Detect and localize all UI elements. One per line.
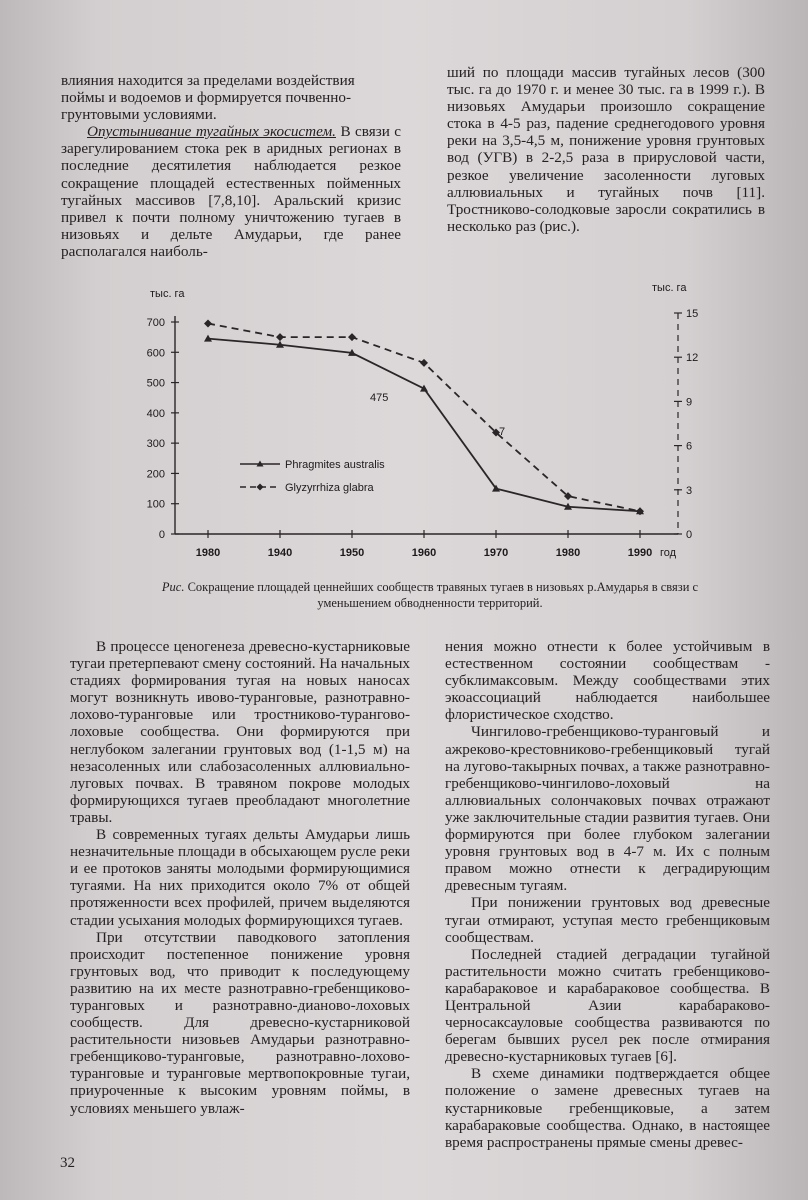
chart-legend	[240, 459, 385, 494]
y-left-tick-label: 0	[158, 529, 165, 541]
y-left-tick-label: 500	[146, 377, 165, 390]
legend-label-glyzyrrhiza: Glyzyrrhiza glabra	[285, 482, 374, 494]
annotation-7: 7	[499, 426, 506, 438]
y-right-tick-label: 3	[686, 484, 693, 497]
y-left-tick-label: 700	[146, 317, 165, 329]
chart-axes	[147, 308, 699, 559]
paragraph: Последней стадией деградации тугайной растительности можно считать гребенщиково-карабараковое и карабараковое сообщества. В Центральной Азии карабараково-черносаксауловые сообщества развиваются по берегам бывших русел рек после отмирания древесно-кустарниковых тугаев [6].	[445, 945, 770, 1066]
line-chart	[120, 275, 710, 575]
y-left-tick-label: 600	[146, 347, 165, 360]
y-left-label: тыс. га	[150, 288, 185, 300]
top-left-column	[61, 72, 401, 260]
caption-lead: Рис.	[161, 580, 185, 594]
data-point-diamond	[420, 359, 428, 367]
data-point-diamond	[204, 320, 212, 328]
bottom-right-column	[445, 638, 770, 1151]
chart-marks	[204, 320, 644, 516]
section-paragraph	[61, 123, 401, 260]
x-tick-label: 1960	[411, 547, 437, 559]
x-tick-label: 1990	[627, 547, 653, 559]
caption-text: Сокращение площадей ценнейших сообществ травяных тугаев в низовьях р.Амударья в связи с уменьшением обводненности территорий.	[187, 580, 699, 610]
paragraph: В процессе ценогенеза древесно-кустарниковые тугаи претерпевают смену состояний. На начальных стадиях формирования тугая на новых наносах могут возникнуть ивово-туранговые, разнотравно-лохово-туранговые или тростниково-турангово-лоховые сообщества. Они формируются при неглубоком залегании грунтовых вод (1-1,5 м) на незасоленных или слабозасоленных аллювиально-луговых почвах. В травяном покрове молодых формирующихся тугаев преобладают многолетние травы.	[70, 638, 410, 826]
figure-caption	[150, 580, 710, 611]
legend-label-phragmites: Phragmites australis	[285, 459, 385, 471]
bottom-left-column	[70, 638, 410, 1117]
top-right-column	[447, 64, 765, 235]
paragraph: ший по площади массив тугайных лесов (300 тыс. га до 1970 г. и менее 30 тыс. га в 1999 г.). В низовьях Амударьи произошло сокращение стока в 4-5 раз, падение среднегодового уровня реки на 3,5-4,5 м, понижение уровня грунтовых вод (УГВ) в 2-2,5 раза в прирусловой части, резкое увеличение засоленности луговых аллювиальных и тугайных почв [11]. Тростниково-солодковые заросли сократились в несколько раз (рис.).	[447, 64, 765, 235]
y-left-tick-label: 100	[146, 498, 165, 511]
text-line: поймы и водоемов и формируется почвенно-	[61, 89, 352, 107]
section-title: Опустынивание тугайных экосистем.	[87, 123, 336, 141]
text-line: грунтовыми условиями.	[61, 106, 217, 124]
x-tick-label: 1980	[555, 547, 581, 559]
paragraph: При отсутствии паводкового затопления происходит постепенное понижение уровня грунтовых вод, что приводит к последующему развитию на их месте разнотравно-гребенщиково-туранговых и разнотравно-дианово-лоховых сообществ. Для древесно-кустарниковой растительности низовьев Амударьи разнотравно-гребенщиково-туранговые, разнотравно-лохово-туранговые и туранговые мертвопокровные тугаи, приуроченные к высоким уровням поймы, в условиях меньшего увлаж-	[70, 928, 410, 1117]
data-point-diamond	[348, 333, 356, 341]
y-right-tick-label: 0	[686, 529, 693, 541]
y-right-label: тыс. га	[652, 282, 687, 294]
x-tick-label: 1950	[339, 547, 365, 559]
y-right-tick-label: 12	[686, 352, 699, 365]
x-axis-label: год	[660, 547, 677, 559]
y-right-tick-label: 15	[686, 308, 699, 320]
series-line-1	[208, 324, 640, 512]
paragraph: Чингилово-гребенщиково-туранговый и ажреково-крестовниково-гребенщиковый тугай на лугово-такырных почвах, а также разнотравно-гребенщиково-чингилово-лоховый на аллювиальных солончаковых почвах отражают уже заключительные стадии развития тугаев. Они формируются при более глубоком залегании уровня грунтовых вод в 4-7 м. Их с полным правом можно отнести к деградирующим древесным тугаям.	[445, 723, 770, 895]
y-left-tick-label: 300	[146, 438, 165, 451]
section-text: В связи с зарегулированием стока рек в аридных регионах в последние десятилетия наблюдается резкое сокращение площадей естественных пойменных тугайных массивов [7,8,10]. Аральский кризис привел к почти полному уничтожению тугаев в низовьях и дельте Амударьи, где ранее располагался наиболь-	[61, 123, 402, 260]
y-right-tick-label: 6	[686, 440, 693, 453]
annotation-475: 475	[370, 392, 389, 404]
paragraph: В современных тугаях дельты Амударьи лишь незначительные площади в обсыхающем русле реки и ее протоков заняты молодыми формирующимися тугаями. На них приходится около 7% от общей протяженности всех профилей, причем выделяются стадии усыхания молодых формирующихся тугаев.	[70, 826, 410, 929]
text-line: влияния находится за пределами воздействия	[61, 72, 355, 89]
x-tick-label: 1980	[195, 547, 221, 559]
legend-marker-diamond	[257, 484, 264, 491]
paragraph: нения можно отнести к более устойчивым в естественном состоянии сообществам - субклимаксовым. Между сообществами этих экоассоциаций наблюдается наибольшее флористическое сходство.	[445, 638, 770, 724]
paragraph: При понижении грунтовых вод древесные тугаи отмирают, уступая место гребенщиковым сообществам.	[445, 894, 770, 946]
y-left-tick-label: 200	[146, 468, 165, 481]
data-point-diamond	[276, 333, 284, 341]
y-right-tick-label: 9	[686, 396, 693, 409]
paragraph: В схеме динамики подтверждается общее положение о замене древесных тугаев на кустарниковые гребенщиковые, а затем карабараковые сообщества. Однако, в настоящее время распространены прямые смены древес-	[445, 1065, 770, 1151]
y-left-tick-label: 400	[146, 407, 165, 420]
x-tick-label: 1970	[483, 547, 509, 559]
x-tick-label: 1940	[267, 547, 293, 559]
page-number: 32	[60, 1155, 75, 1171]
